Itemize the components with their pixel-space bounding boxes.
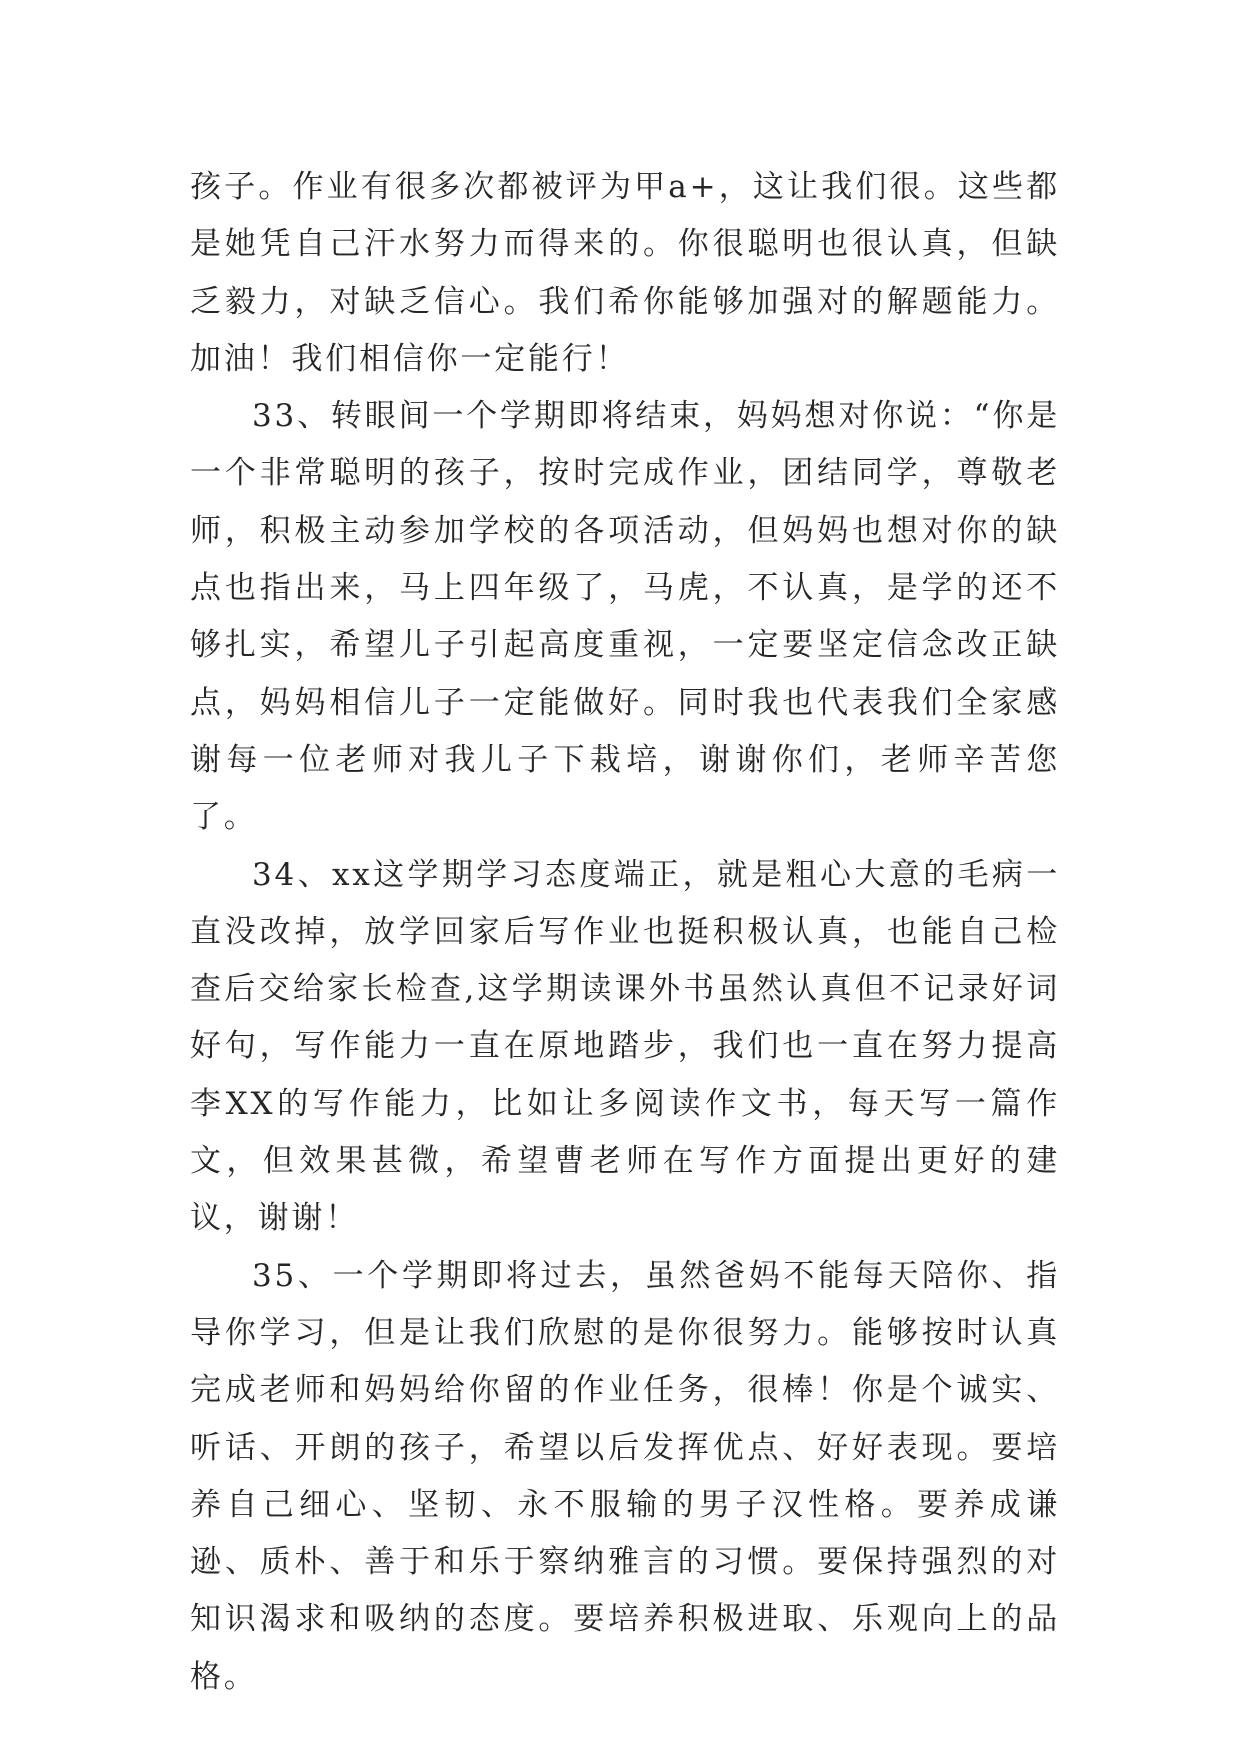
paragraph-33: 33、转眼间一个学期即将结束，妈妈想对你说：“你是一个非常聪明的孩子，按时完成作业，团结同学，尊敬老师，积极主动参加学校的各项活动，但妈妈也想对你的缺点也指出来，马上四年级了，马虎，不认真，是学的还不够扎实，希望儿子引起高度重视，一定要坚定信念改正缺点，妈妈相信儿子一定能做好。同时我也代表我们全家感谢每一位老师对我儿子下栽培，谢谢你们，老师辛苦您了。	[190, 398, 1060, 836]
paragraph-35: 35、一个学期即将过去，虽然爸妈不能每天陪你、指导你学习，但是让我们欣慰的是你很努力。能够按时认真完成老师和妈妈给你留的作业任务，很棒！你是个诚实、听话、开朗的孩子，希望以后发挥优点、好好表现。要培养自己细心、坚韧、永不服输的男子汉性格。要养成谦逊、质朴、善于和乐于察纳雅言的习惯。要保持强烈的对知识渴求和吸纳的态度。要培养积极进取、乐观向上的品格。	[190, 1257, 1060, 1695]
paragraph-continuation: 孩子。作业有很多次都被评为甲a+，这让我们很。这些都是她凭自己汗水努力而得来的。你很聪明也很认真，但缺乏毅力，对缺乏信心。我们希你能够加强对的解题能力。加油！我们相信你一定能行！	[190, 169, 1060, 377]
document-body	[190, 159, 1060, 1706]
paragraph-34: 34、xx这学期学习态度端正，就是粗心大意的毛病一直没改掉，放学回家后写作业也挺积极认真，也能自己检查后交给家长检查,这学期读课外书虽然认真但不记录好词好句，写作能力一直在原地踏步，我们也一直在努力提高李XX的写作能力，比如让多阅读作文书，每天写一篇作文，但效果甚微，希望曹老师在写作方面提出更好的建议，谢谢！	[190, 856, 1060, 1237]
